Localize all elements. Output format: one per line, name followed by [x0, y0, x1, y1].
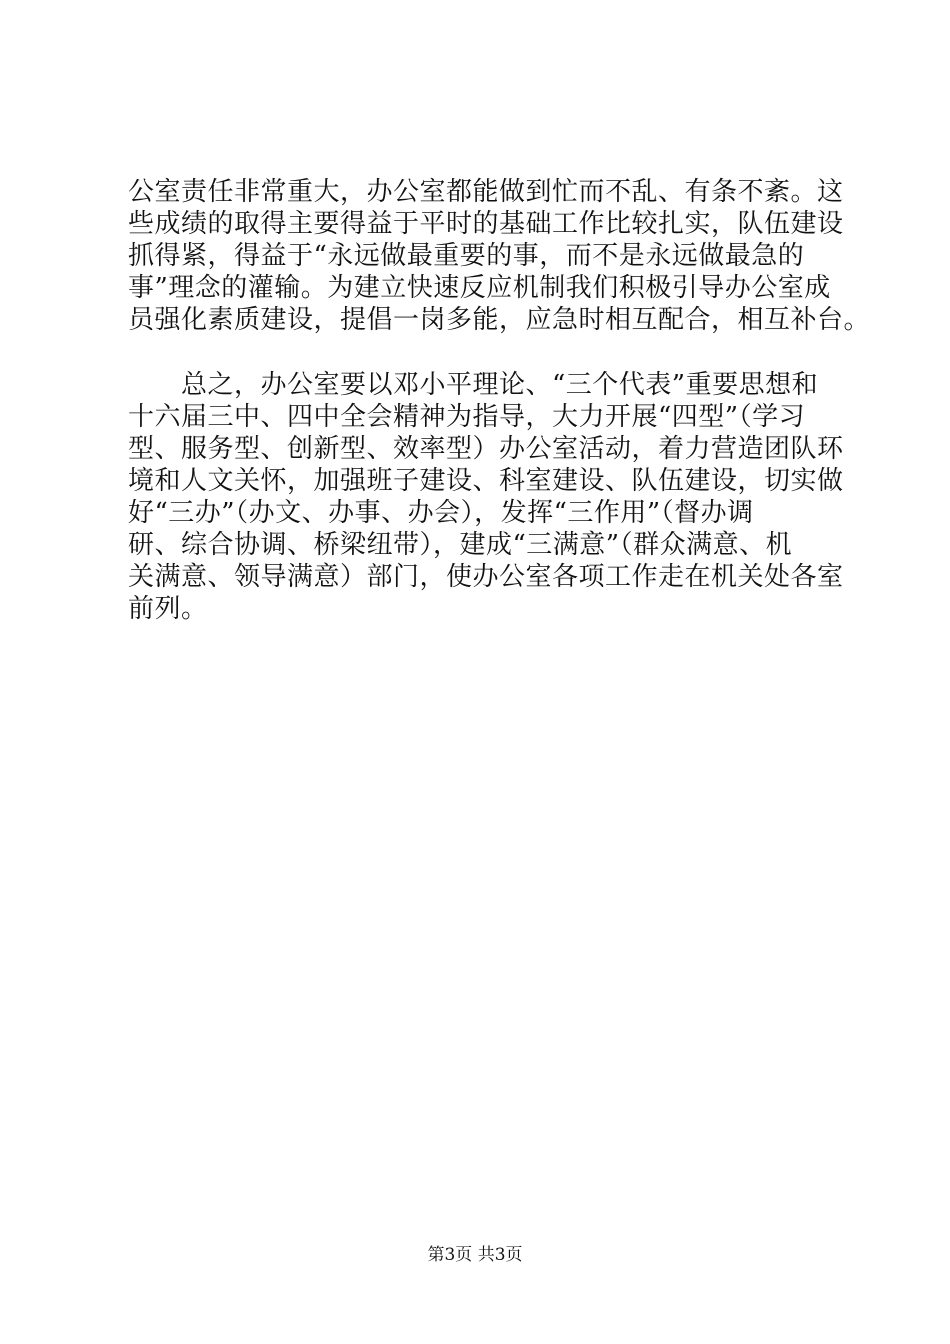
paragraph-line: 研、综合协调、桥梁纽带），建成“三满意”（群众满意、机 [128, 530, 793, 560]
paragraph-line: 抓得紧，得益于“永远做最重要的事，而不是永远做最急的 [128, 241, 805, 271]
paragraph-line: 境和人文关怀，加强班子建设、科室建设、队伍建设，切实做 [128, 466, 844, 496]
paragraph-line: 事”理念的灌输。为建立快速反应机制我们积极引导办公室成 [128, 273, 831, 303]
paragraph-line: 员强化素质建设，提倡一岗多能，应急时相互配合，相互补台。 [128, 305, 871, 335]
paragraph-line: 些成绩的取得主要得益于平时的基础工作比较扎实，队伍建设 [128, 209, 844, 239]
paragraph-line: 总之，办公室要以邓小平理论、“三个代表”重要思想和 [128, 370, 819, 400]
paragraph-1 [128, 176, 871, 336]
paragraph-2 [128, 369, 848, 625]
paragraph-line: 公室责任非常重大，办公室都能做到忙而不乱、有条不紊。这 [128, 177, 844, 207]
paragraph-line: 前列。 [128, 594, 208, 624]
paragraph-line: 型、服务型、创新型、效率型）办公室活动，着力营造团队环 [128, 434, 844, 464]
paragraph-line: 十六届三中、四中全会精神为指导，大力开展“四型”（学习 [128, 402, 806, 432]
paragraph-line: 关满意、领导满意）部门，使办公室各项工作走在机关处各室 [128, 562, 844, 592]
paragraph-line: 好“三办”（办文、办事、办会），发挥“三作用”（督办调 [128, 498, 754, 528]
page-footer: 第3页 共3页 [427, 1245, 523, 1265]
